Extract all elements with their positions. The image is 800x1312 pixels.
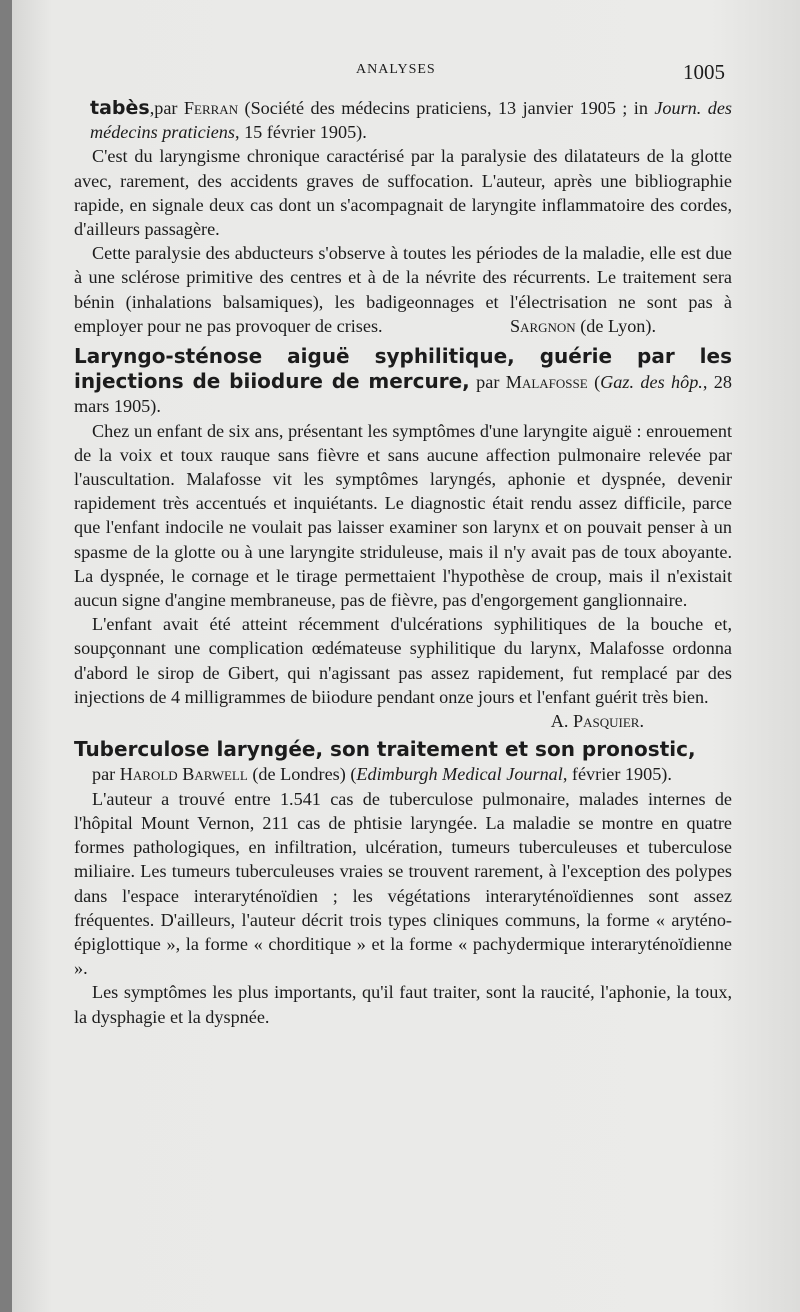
section-2-title: Laryngo-sténose aiguë syphilitique, guérie par les injections de biiodure de mercure, <box>74 344 732 394</box>
section-3-journal: Edimburgh Medical Journal <box>356 764 563 785</box>
section-3-heading <box>74 737 732 786</box>
section-2-ref-open: ( <box>587 372 601 393</box>
section-3-par: par <box>92 764 120 785</box>
section-3-paragraph-1: L'auteur a trouvé entre 1.541 cas de tuberculose pulmonaire, malades internes de l'hôpital Mount Vernon, 211 cas de phtisie laryngée. La maladie se montre en quatre formes pathologiques, en infiltration, ulcération, tumeurs tuberculeuses et tuberculose miliaire. Les tumeurs tuberculeuses vraies se trouvent rarement, à l'exception des polypes dans l'espace interaryténoïdien ; les végétations interaryténoïdiennes sont assez fréquentes. D'ailleurs, l'auteur décrit trois types cliniques communs, la forme « aryténo-épiglottique », la forme « chorditique » et la forme « pachydermique interaryténoïdienne ». <box>74 788 732 979</box>
section-2-title-line <box>74 344 732 419</box>
section-1-signature-name: Sargnon <box>509 315 576 336</box>
section-1-lead <box>74 96 732 144</box>
section-2-par: par <box>469 372 506 393</box>
section-3-ref-mid: (de Londres) ( <box>247 764 357 785</box>
section-1-paragraph-1: C'est du laryngisme chronique caractérisé par la paralysie des dilatateurs de la glotte avec, rarement, des accidents graves de suffocation. L'auteur, après une bibliographie rapide, en signale deux cas dont un s'acompagnait de laryngite inflammatoire des cordes, d'ailleurs passagère. <box>74 146 732 240</box>
section-1-lead-text: ,par <box>149 98 184 118</box>
section-2-journal: Gaz. des hôp. <box>600 372 703 393</box>
page-number: 1005 <box>683 60 725 84</box>
section-3-title: Tuberculose laryngée, son traitement et son pronostic, <box>74 737 696 762</box>
section-1-paragraph-2-text: Cette paralysie des abducteurs s'observe à toutes les périodes de la maladie, elle est due à une sclérose primitive des centres et à de la névrite des récurrents. Le traitement sera bénin (inhalations balsamiques), les badigeonnages et l'électrisation ne sont pas à employer pour ne pas provoquer de crises. <box>74 243 732 336</box>
section-1-signature <box>492 314 656 338</box>
section-1-lead-after: (Société des médecins praticiens, 13 janvier 1905 ; in <box>238 98 655 118</box>
section-2-signature <box>74 709 732 733</box>
section-2-ref-rest: , 28 mars 1905). <box>74 372 732 417</box>
section-2-author: Malafosse <box>505 372 588 393</box>
section-3-reference <box>74 762 732 786</box>
page-body <box>74 96 732 1029</box>
running-header: ANALYSES <box>356 62 436 77</box>
section-1-lead-bold: tabès <box>90 97 150 119</box>
section-3-author: Harold Barwell <box>119 764 248 785</box>
section-1-signature-place: (de Lyon). <box>575 315 656 336</box>
section-1-author: Ferran <box>183 98 239 118</box>
section-3-title-line <box>74 737 732 762</box>
section-2-heading <box>74 344 732 419</box>
section-1-journal: Journ. des médecins praticiens <box>90 98 732 143</box>
section-2-paragraph-2: L'enfant avait été atteint récemment d'ulcérations syphilitiques de la bouche et, soupçonnant une complication œdémateuse syphilitique du larynx, Malafosse ordonna d'abord le sirop de Gibert, qui n'agissant pas assez rapidement, fut remplacé par des injections de 4 milligrammes de biiodure pendant onze jours et l'enfant guérit très bien. <box>74 614 732 707</box>
section-1-lead-end: , 15 février 1905). <box>234 122 367 143</box>
page-gutter <box>0 0 12 1312</box>
section-1-paragraph-2 <box>74 241 732 338</box>
section-3-ref-rest: , février 1905). <box>562 764 672 785</box>
section-2-signature-name: A. Pasquier. <box>550 711 644 732</box>
section-3-paragraph-2: Les symptômes les plus importants, qu'il faut traiter, sont la raucité, l'aphonie, la toux, la dysphagie et la dyspnée. <box>74 982 732 1027</box>
section-2-paragraph-1: Chez un enfant de six ans, présentant les symptômes d'une laryngite aiguë : enrouement de la voix et toux rauque sans fièvre et sans aucune affection pulmonaire relevée par l'auscultation. Malafosse vit les symptômes laryngés, aphonie et dyspnée, devenir rapidement très accentués et inquiétants. Le diagnostic était rendu assez difficile, parce que l'enfant indocile ne voulait pas laisser examiner son larynx et on pouvait penser à un spasme de la glotte ou à une laryngite striduleuse, mais il n'y avait pas de toux aboyante. La dyspnée, le cornage et le tirage permettaient l'hypothèse de croup, mais il n'existait aucun signe d'angine membraneuse, pas de fièvre, pas d'engorgement ganglionnaire. <box>74 420 732 611</box>
